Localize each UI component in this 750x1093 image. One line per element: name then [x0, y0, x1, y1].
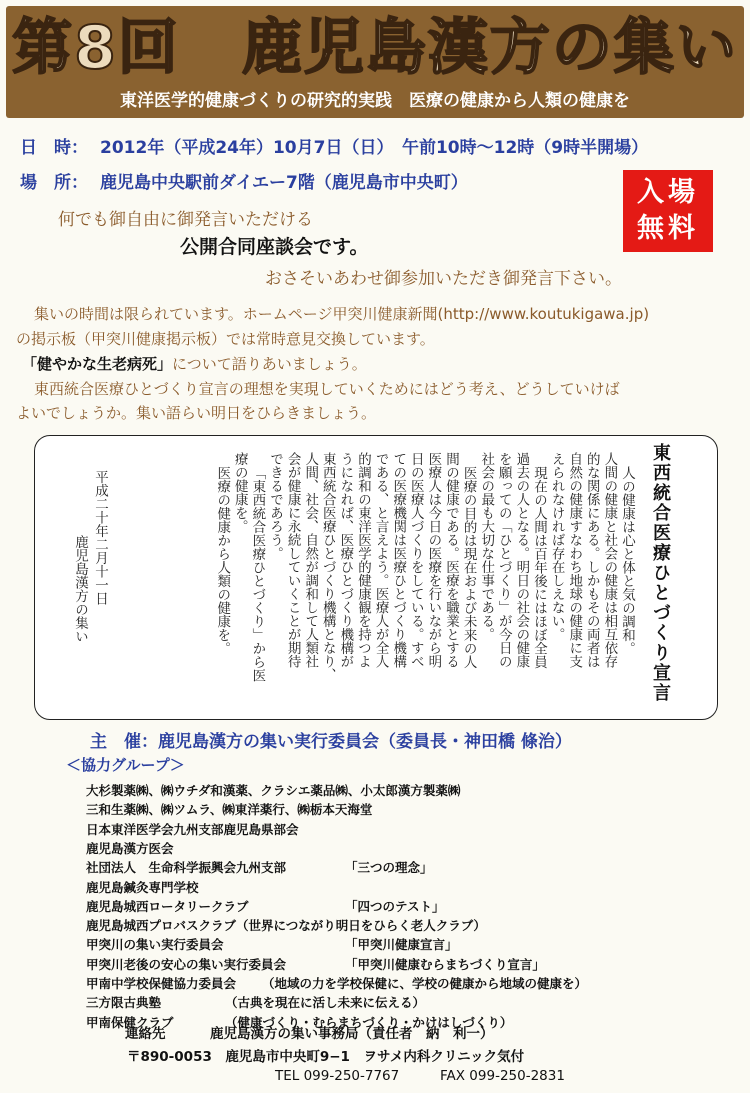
declaration-title: 東西統合医療ひとづくり宣言 [650, 443, 671, 703]
place-value: 鹿児島中央駅前ダイエー7階（鹿児島市中央町） [100, 173, 468, 193]
intro-line-1: 何でも御自由に御発言いただける [58, 210, 313, 230]
contact-office: 鹿児島漢方の集い事務局（責任者 納 利一） [210, 1026, 494, 1042]
declaration-column: 人間の健康と社会の健康は相互依存 [601, 452, 618, 668]
declaration-column: 現在の人間は百年後にはほぼ全員 [531, 466, 547, 669]
event-title: 第8回 鹿児島漢方の集い [12, 13, 738, 83]
coop-group-note: 「甲突川健康宣言」 [345, 937, 458, 953]
organizer: 主 催：鹿児島漢方の集い実行委員会（委員長・神田橋 條治） [90, 732, 572, 752]
coop-group: 甲突川老後の安心の集い実行委員会 [86, 956, 287, 972]
badge-line-1: 入場 [637, 177, 699, 208]
body-p3b: よいでしょうか。集い語らい明日をひらきましょう。 [16, 404, 377, 422]
date-row [20, 133, 648, 158]
coop-group: 大杉製薬㈱、㈱ウチダ和漢薬、クラシエ薬品㈱、小太郎漢方製薬㈱ [86, 783, 461, 798]
declaration-column: 「東西統合医療ひとづくり」から医 [249, 466, 266, 682]
declaration-column: である、と言えよう。医療人が全人 [372, 452, 389, 668]
badge-line-2: 無料 [637, 213, 699, 244]
intro-line-3: おさそいあわせ御参加いただき御発言下さい。 [265, 269, 622, 289]
declaration-column: 人間、社会、自然が調和して人類社 [302, 452, 319, 668]
declaration-column: 医療人は今日の医療を行いながら明 [425, 452, 442, 668]
declaration-column: 間の健康である。医療を職業とする [443, 452, 459, 668]
date-label: 日 時： [20, 138, 88, 158]
coop-group: 鹿児島鍼灸専門学校 [86, 879, 199, 895]
declaration-column: 会が健康に永続していくことが期待 [284, 452, 301, 668]
title-banner [6, 6, 744, 118]
declaration-column: 的調和の東洋医学的健康観を持つよ [355, 452, 371, 668]
place-row [20, 168, 468, 193]
contact-fax: FAX 099-250-2831 [440, 1068, 565, 1084]
declaration-column: 社会の最も大切な仕事である。 [478, 452, 495, 641]
body-p2-rest: について語りあいましょう。 [172, 355, 367, 373]
coop-group-note: 「三つの理念」 [345, 860, 433, 876]
coop-group: 三方限古典塾 [86, 995, 162, 1011]
coop-group: 鹿児島城西プロバスクラブ（世界につながり明日をひらく老人クラブ） [86, 918, 486, 934]
event-subtitle: 東洋医学的健康づくりの研究的実践 医療の健康から人類の健康を [120, 91, 630, 111]
body-p2 [22, 353, 367, 374]
declaration-column: 的な関係にある。しかもその両者は [583, 452, 600, 668]
coop-group: 甲突川の集い実行委員会 [86, 937, 224, 953]
date-value: 2012年（平成24年）10月7日（日） 午前10時～12時（9時半開場） [100, 138, 649, 158]
coop-group: 甲南保健クラブ [86, 1014, 174, 1030]
declaration-column: 自然の健康すなわち地球の健康に支 [566, 452, 583, 668]
coop-group: 社団法人 生命科学振興会九州支部 [86, 860, 287, 876]
coop-group-note: （地域の力を学校保健に、学校の健康から地域の健康を） [262, 976, 588, 991]
coop-group-note: 「四つのテスト」 [345, 898, 445, 914]
declaration-column: を願っての「ひとづくり」が今日の [495, 452, 512, 668]
declaration-column: 医療の健康から人類の健康を。 [214, 466, 231, 655]
declaration-date: 平成二十年二月十一日 [92, 470, 108, 605]
declaration-column: 日の医療人づくりをしている。すべ [407, 452, 424, 668]
coop-group-note: （古典を現在に活し未来に伝える） [225, 995, 426, 1011]
coop-group: 鹿児島城西ロータリークラブ [86, 898, 249, 914]
place-label: 場 所： [20, 173, 88, 193]
coop-group-note: （健康づくり・むらまちづくり・かけはしづくり） [225, 1014, 513, 1030]
body-p2-highlight: 「健やかな生老病死」 [22, 355, 173, 373]
declaration-column: できるであろう。 [267, 452, 283, 560]
coop-group: 甲南中学校保健協力委員会 [86, 976, 237, 991]
intro-line-2: 公開合同座談会です。 [180, 236, 369, 258]
contact-address: 〒890-0053 鹿児島市中央町9−1 ヲサメ内科クリニック気付 [127, 1049, 525, 1065]
coop-group: 三和生薬㈱、㈱ツムラ、㈱東洋薬行、㈱栃本天海堂 [86, 802, 373, 818]
coop-group: 鹿児島漢方医会 [86, 840, 174, 856]
declaration-column: うになれば、医療ひとづくり機構が [337, 452, 354, 668]
declaration-signer: 鹿児島漢方の集い [72, 535, 88, 643]
declaration-column: えられなければ存在しえない。 [548, 452, 565, 641]
declaration-column: 人の健康は心と体と気の調和。 [619, 466, 635, 655]
body-p1b: の掲示板（甲突川健康掲示板）では常時意見交換しています。 [16, 330, 435, 348]
free-admission-badge [623, 170, 713, 252]
declaration-column: ての医療機関は医療ひとづくり機構 [390, 452, 407, 668]
coop-heading: ＜協力グループ＞ [66, 756, 185, 774]
coop-group: 日本東洋医学会九州支部鹿児島県部会 [86, 821, 299, 837]
body-p3a: 東西統合医療ひとづくり宣言の理想を実現していくためにはどう考え、どうしていけば [34, 380, 620, 398]
coop-group-note: 「甲突川健康むらまちづくり宣言」 [345, 956, 545, 972]
declaration-column: 過去の人となる。明日の社会の健康 [513, 452, 530, 668]
declaration-column: 医療の目的は現在および未来の人 [460, 466, 477, 669]
contact-tel: TEL 099-250-7767 [275, 1068, 400, 1084]
body-p1a: 集いの時間は限られています。ホームページ甲突川健康新聞(http://www.koutukigawa.jp) [34, 305, 650, 323]
declaration-column: 療の健康を。 [231, 452, 248, 533]
declaration-column: 東西統合医療ひとづくり機構となり、 [319, 452, 336, 682]
contact-label: 連絡先 [125, 1026, 166, 1042]
